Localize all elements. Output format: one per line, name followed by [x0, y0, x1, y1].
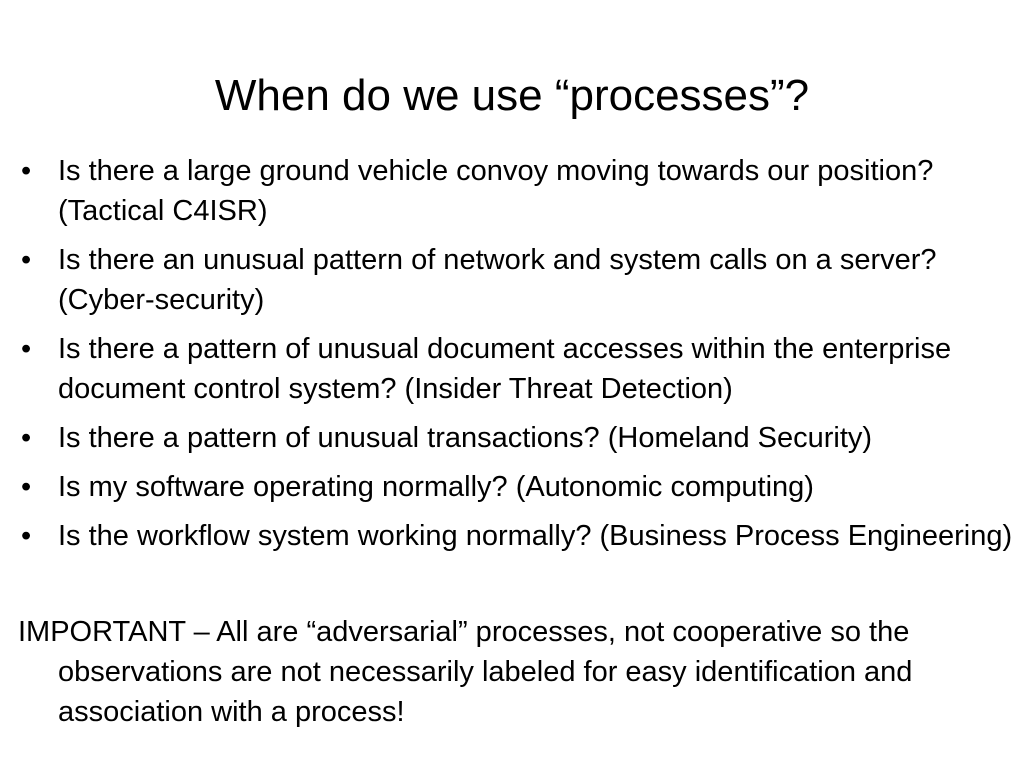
bullet-text: Is my software operating normally? (Autonomic computing): [58, 471, 814, 503]
bullet-icon: •: [21, 471, 32, 503]
bullet-icon: •: [21, 520, 32, 552]
bullet-icon: •: [21, 422, 32, 454]
bullet-icon: •: [21, 244, 32, 276]
bullet-item: [18, 151, 1018, 231]
bullet-item: [18, 467, 1018, 507]
bullet-list: [18, 151, 1018, 565]
bullet-text: Is there an unusual pattern of network and system calls on a server? (Cyber-security): [58, 244, 937, 316]
bullet-item: [18, 516, 1018, 556]
bullet-icon: •: [21, 333, 32, 365]
bullet-icon: •: [21, 155, 32, 187]
closing-note: IMPORTANT – All are “adversarial” processes, not cooperative so the observations are not necessarily labeled for easy identification and association with a process!: [18, 616, 913, 728]
slide-title: When do we use “processes”?: [214, 71, 810, 120]
bullet-text: Is the workflow system working normally? (Business Process Engineering): [58, 520, 1013, 552]
bullet-item: [18, 418, 1018, 458]
bullet-item: [18, 240, 1018, 320]
bullet-text: Is there a pattern of unusual transactions? (Homeland Security): [58, 422, 873, 454]
bullet-item: [18, 329, 1018, 409]
bullet-text: Is there a pattern of unusual document accesses within the enterprise document control system? (Insider Threat Detection): [58, 333, 952, 405]
bullet-text: Is there a large ground vehicle convoy moving towards our position? (Tactical C4ISR): [58, 155, 934, 227]
